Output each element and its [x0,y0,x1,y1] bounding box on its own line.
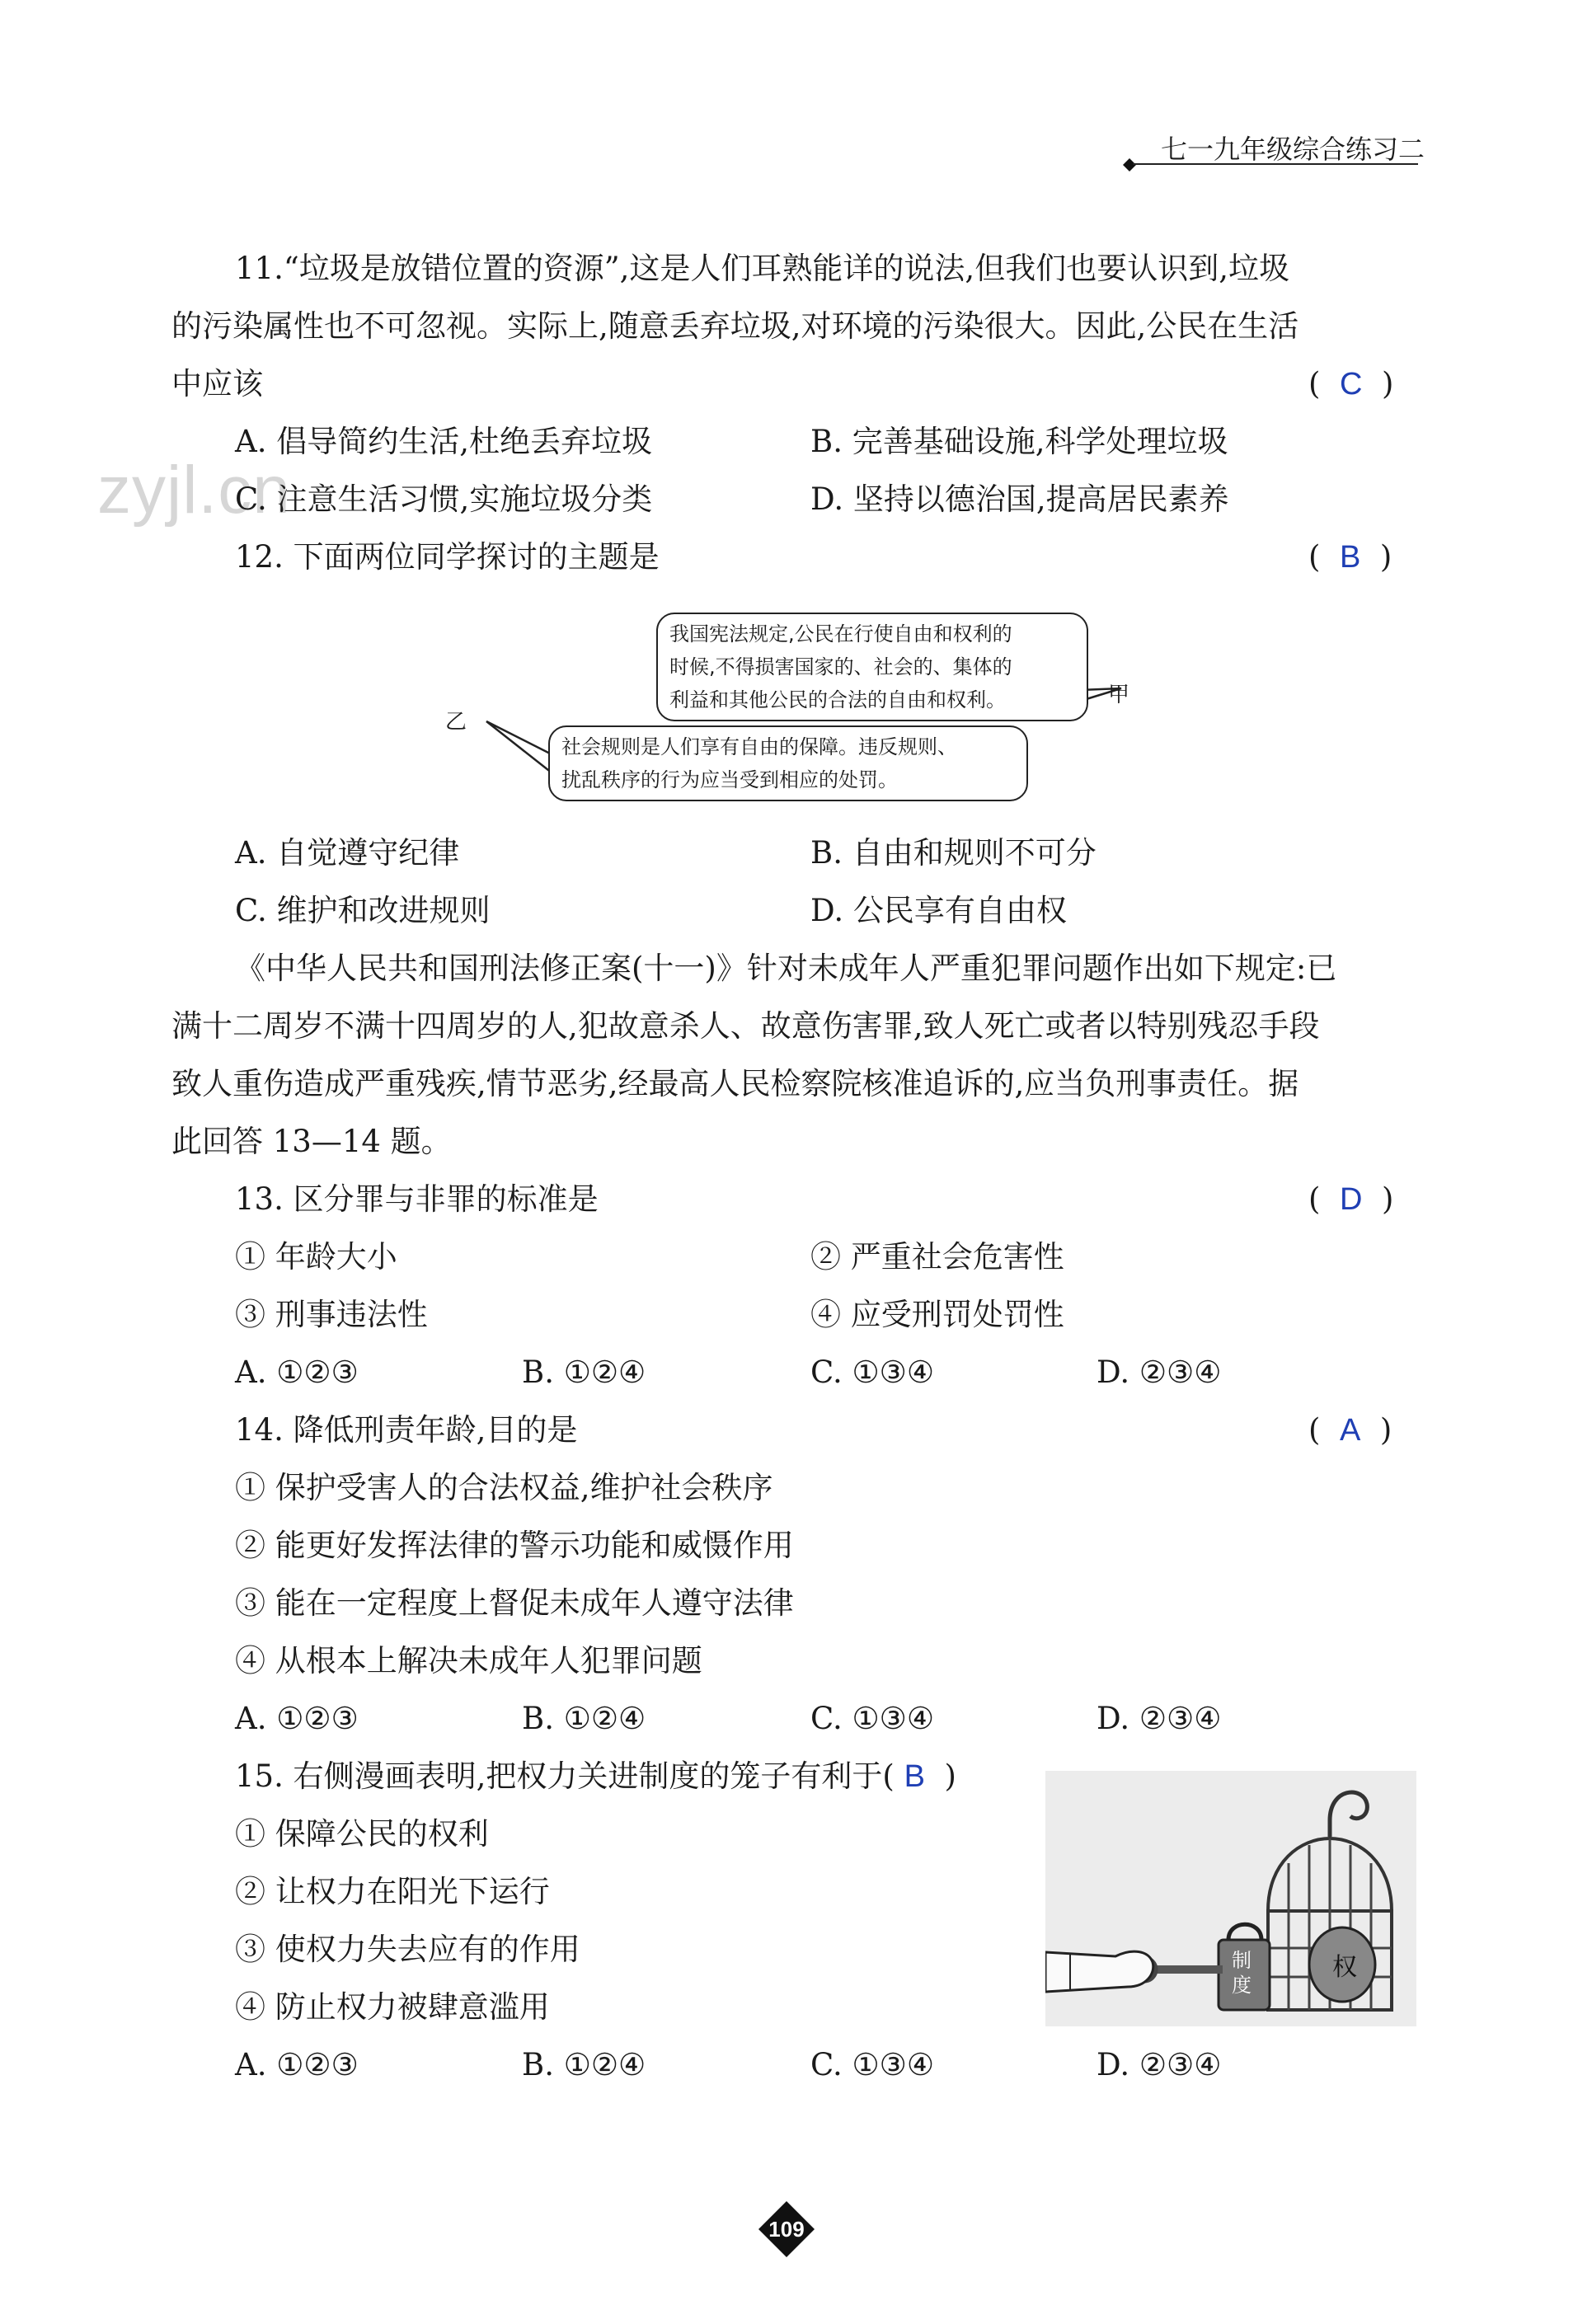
q13-option-b: B. ①②④ [522,1354,646,1390]
q11-answer: C [1339,367,1363,401]
q12-answer: B [1339,540,1361,575]
q15-option-d: D. ②③④ [1097,2047,1222,2082]
q13-item: ② 严重社会危害性 [810,1239,1064,1275]
q13-answer: D [1339,1182,1363,1217]
header [1121,132,1425,173]
passage-line-4: 此回答 13—14 题。 [171,1124,452,1159]
speaker-jia: 甲 [1108,683,1130,707]
q12-option-b: B. 自由和规则不可分 [810,835,1097,871]
q13-stem: 13. 区分罪与非罪的标准是 [235,1181,599,1217]
q15-stem-text: 15. 右侧漫画表明,把权力关进制度的笼子有利于( [235,1758,895,1794]
q15-option-b: B. ①②④ [522,2047,646,2082]
q14-answer-paren: ( A ) [1308,1412,1392,1448]
q14-stem: 14. 降低刑责年龄,目的是 [235,1412,578,1448]
bubble-jia-line: 利益和其他公民的合法的自由和权利。 [669,688,1006,711]
passage-line-1: 《中华人民共和国刑法修正案(十一)》针对未成年人严重犯罪问题作出如下规定:已 [235,951,1337,986]
q11-option-a: A. 倡导简约生活,杜绝丢弃垃圾 [235,424,653,459]
q13-answer-paren: ( D ) [1308,1181,1394,1217]
q14-item: ④ 从根本上解决未成年人犯罪问题 [235,1643,702,1678]
cage-label: 权 [1332,1953,1357,1982]
q13-item: ③ 刑事违法性 [235,1297,428,1332]
q13-option-c: C. ①③④ [810,1354,935,1390]
q14-option-c: C. ①③④ [810,1701,935,1736]
q12-option-d: D. 公民享有自由权 [810,893,1067,928]
q11-line-2: 的污染属性也不可忽视。实际上,随意丢弃垃圾,对环境的污染很大。因此,公民在生活 [171,308,1299,344]
passage-line-2: 满十二周岁不满十四周岁的人,犯故意杀人、故意伤害罪,致人死亡或者以特别残忍手段 [171,1008,1320,1044]
page-number: 109 [768,2217,805,2242]
q15-item: ③ 使权力失去应有的作用 [235,1932,580,1967]
q11-option-c: C. 注意生活习惯,实施垃圾分类 [235,481,653,517]
lock-label-2: 度 [1232,1974,1252,1997]
q13-item: ④ 应受刑罚处罚性 [810,1297,1064,1332]
lock-label-1: 制 [1232,1949,1252,1972]
q12-stem: 12. 下面两位同学探讨的主题是 [235,539,660,575]
bubble-yi-line: 社会规则是人们享有自由的保障。违反规则、 [561,735,957,758]
q14-option-a: A. ①②③ [235,1701,359,1736]
speech-bubble-jia [656,613,1088,721]
q13-option-d: D. ②③④ [1097,1354,1222,1390]
q15-item: ② 让权力在阳光下运行 [235,1874,550,1909]
q14-option-d: D. ②③④ [1097,1701,1222,1736]
cartoon-birdcage-image [1045,1771,1416,2026]
q12-answer-paren: ( B ) [1308,539,1392,575]
q11-line-3: 中应该 [171,366,263,401]
speech-bubble-yi [548,725,1028,801]
q15-answer: B [904,1759,925,1794]
q13-option-a: A. ①②③ [235,1354,359,1390]
diamond-icon [1121,157,1138,173]
speaker-yi: 乙 [445,710,467,735]
bubble-jia-line: 我国宪法规定,公民在行使自由和权利的 [669,622,1012,646]
bubble-yi-line: 扰乱秩序的行为应当受到相应的处罚。 [561,768,898,791]
q15-option-a: A. ①②③ [235,2047,359,2082]
bubble-jia-line: 时候,不得损害国家的、社会的、集体的 [669,655,1012,678]
q14-item: ① 保护受害人的合法权益,维护社会秩序 [235,1470,773,1505]
q15-stem [235,1756,956,1797]
q15-option-c: C. ①③④ [810,2047,935,2082]
q14-item: ③ 能在一定程度上督促未成年人遵守法律 [235,1585,794,1621]
header-title: 七一九年级综合练习二 [1161,134,1425,165]
q11-answer-paren: ( C ) [1308,366,1394,401]
watermark: zyjl.cn [97,453,291,528]
q12-option-c: C. 维护和改进规则 [235,893,491,928]
q12-option-a: A. 自觉遵守纪律 [235,835,460,871]
q15-item: ④ 防止权力被肆意滥用 [235,1989,550,2025]
q15-item: ① 保障公民的权利 [235,1816,489,1852]
passage-line-3: 致人重伤造成严重残疾,情节恶劣,经最高人民检察院核准追诉的,应当负刑事责任。据 [171,1066,1299,1101]
q14-item: ② 能更好发挥法律的警示功能和威慑作用 [235,1528,794,1563]
q11-line-1: 11.“垃圾是放错位置的资源”,这是人们耳熟能详的说法,但我们也要认识到,垃圾 [235,251,1289,286]
q15-stem-close: ) [944,1758,956,1794]
page-number-badge [757,2200,816,2259]
q13-item: ① 年龄大小 [235,1239,397,1275]
q14-answer: A [1339,1413,1361,1448]
q11-option-b: B. 完善基础设施,科学处理垃圾 [810,424,1228,459]
q11-option-d: D. 坚持以德治国,提高居民素养 [810,481,1229,517]
q14-option-b: B. ①②④ [522,1701,646,1736]
